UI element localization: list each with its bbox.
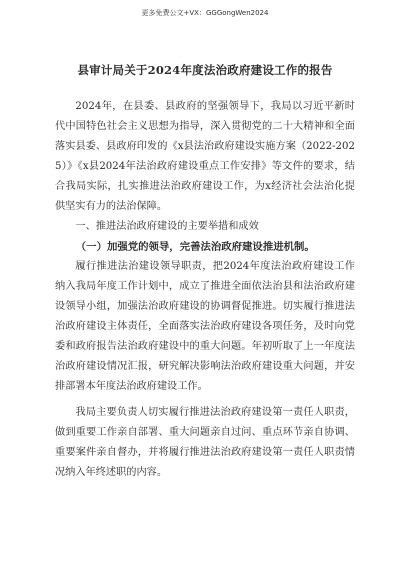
section-heading: 一、推进法治政府建设的主要举措和成效 bbox=[75, 221, 259, 232]
intro-paragraph: 2024年，在县委、县政府的坚强领导下，我局以习近平新时代中国特色社会主义思想为指导，深入贯彻党的二十大精神和全面落实县委、县政府印发的《x县法治政府建设实施方案（2022-2025）》《x县2024年法治政府建设重点工作安排》等文件的要求，结合我局实际，扎实推进法治政府建设工作，为x经济社会法治化提供坚实有力的法治保障。 bbox=[55, 101, 355, 212]
body-paragraph: 我局主要负责人切实履行推进法治政府建设第一责任人职责，做到重要工作亲自部署、重大问题亲自过问、重点环节亲自协调、重要案件亲自督办，并将履行推进法治政府建设第一责任人职责情况纳入年终述职的内容。 bbox=[55, 407, 355, 478]
document-title: 县审计局关于2024年度法治政府建设工作的报告 bbox=[77, 63, 333, 77]
header-note: 更多免费公文+VX：GGGongWen2024 bbox=[141, 9, 269, 17]
body-paragraph: 履行推进法治建设领导职责，把2024年度法治政府建设工作纳入我局年度工作计划中，成立了推进全面依法治县和法治政府建设领导小组，加强法治政府建设的协调督促推进。切实履行推进法治政府建设主体责任，全面落实法治政府建设各项任务，及时向党委和政府报告法治政府建设中的重大问题。年初听取了上一年度法治政府建设情况汇报，研究解决影响法治政府建设重大问题，并安排部署本年度法治政府建设工作。 bbox=[55, 261, 355, 392]
subsection-heading: （一）加强党的领导，完善法治政府建设推进机制。 bbox=[75, 241, 315, 253]
document-body bbox=[55, 97, 355, 483]
